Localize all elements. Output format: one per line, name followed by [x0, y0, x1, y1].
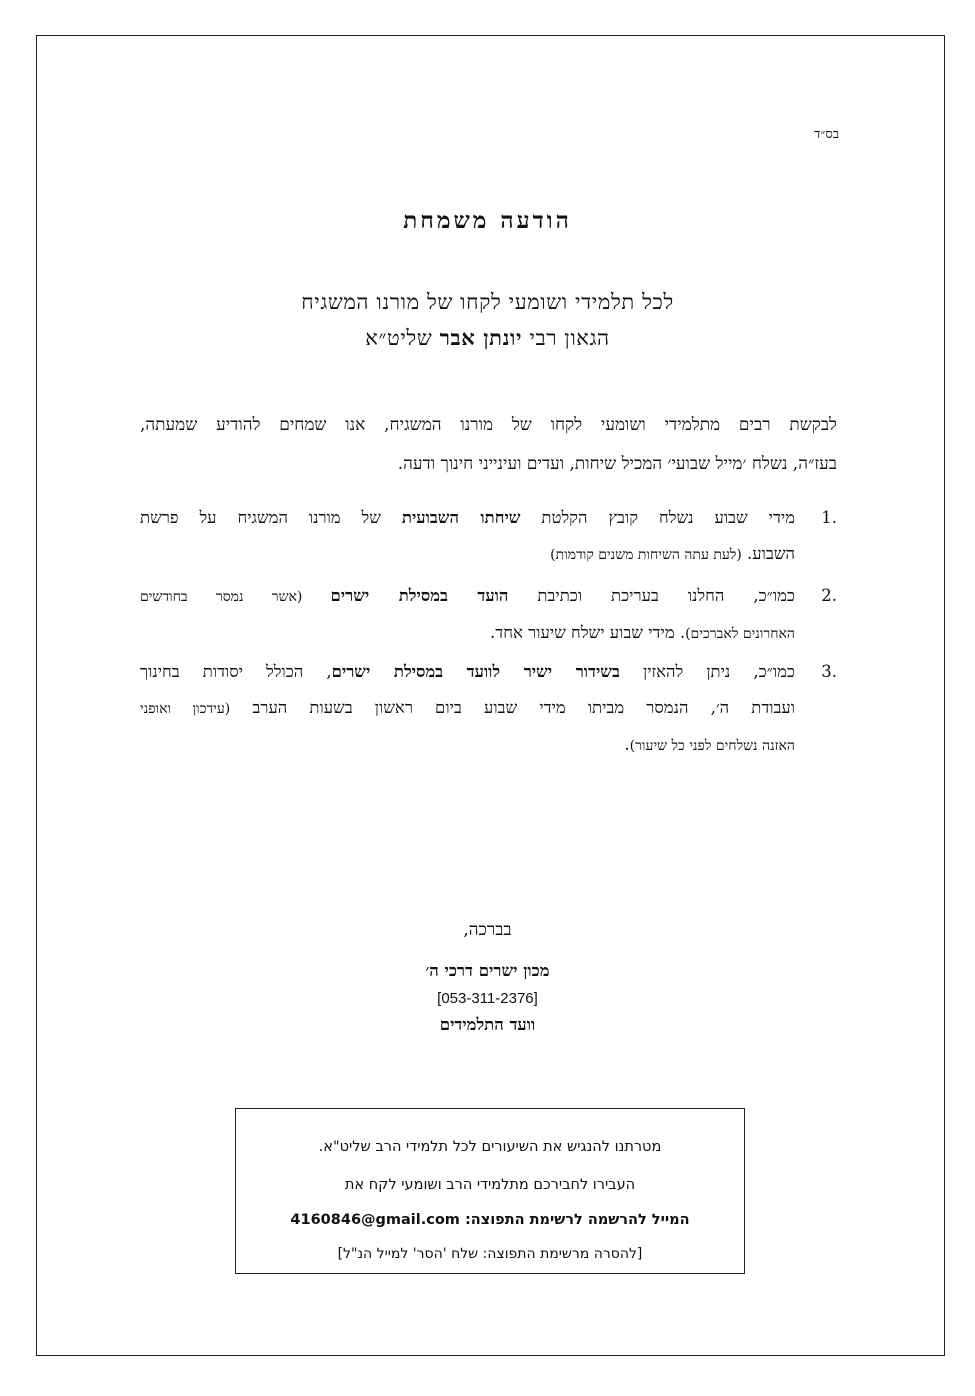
page-title: הודעה משמחת — [403, 207, 572, 234]
item-3 — [140, 656, 795, 762]
item-2 — [140, 580, 795, 650]
intro-line-2: בעז״ה, נשלח ׳מייל שבועי׳ המכיל שיחות, ועדים ועינייני חינוך ודעה. — [397, 454, 837, 474]
committee-name: וועד התלמידים — [439, 1015, 536, 1034]
item-2-note-b: האחרונים לאברכים) — [685, 626, 795, 642]
item-3-text-c: ועבודת ה׳, הנמסר מביתו מידי שבוע ביום ראשון בשעות הערב — [230, 698, 795, 717]
notice-box — [235, 1108, 745, 1274]
item-2-bold: הועד במסילת ישרים — [330, 586, 509, 605]
item-2-note-a: (אשר נמסר בחודשים — [140, 589, 331, 605]
item-3-text-d: . — [624, 735, 630, 754]
item-3-number: 3. — [821, 662, 837, 681]
item-1-text-b: של מורנו המשגיח על פרשת — [140, 508, 402, 527]
item-3-line-2 — [140, 692, 795, 725]
item-1-line-1 — [140, 502, 795, 534]
item-3-note-a: (עידכון ואופני — [140, 701, 231, 717]
item-2-text-a: כמו״כ, החלנו בעריכת וכתיבת — [508, 586, 795, 605]
item-3-text-b: , הכולל יסודות בחינוך — [140, 662, 332, 681]
item-1-text-a: מידי שבוע נשלח קובץ הקלטת — [520, 508, 795, 527]
notice-line-3 — [236, 1212, 744, 1228]
subtitle-line-1: לכל תלמידי ושומעי לקחו של מורנו המשגיח — [301, 290, 674, 314]
notice-line-1: מטרתנו להנגיש את השיעורים לכל תלמידי הרב שליט"א. — [318, 1139, 662, 1155]
item-3-note-b: האזנה נשלחים לפני כל שיעור) — [629, 738, 795, 754]
item-1-text-c: השבוע. — [741, 544, 795, 563]
item-1-line-2 — [140, 538, 795, 571]
item-1-note: (לעת עתה השיחות משנים קודמות) — [550, 547, 742, 563]
item-3-line-1 — [140, 656, 795, 688]
subtitle-line-2 — [0, 325, 975, 351]
item-2-text-b: . מידי שבוע ישלח שיעור אחד. — [490, 623, 686, 642]
item-1 — [140, 502, 795, 571]
signup-email-link[interactable]: 4160846@gmail.com — [290, 1212, 460, 1228]
item-2-line-1 — [140, 580, 795, 613]
intro-line-1: לבקשת רבים מתלמידי ושומעי לקחו של מורנו המשגיח, אנו שמחים להודיע שמעתה, — [140, 415, 837, 435]
item-2-line-2 — [140, 617, 795, 650]
item-2-number: 2. — [821, 586, 837, 605]
greeting: בברכה, — [463, 920, 512, 940]
item-1-bold: שיחתו השבועית — [401, 508, 521, 527]
subtitle-post: שליט״א — [365, 326, 440, 350]
item-1-number: 1. — [821, 508, 837, 527]
bsd-header: בס״ד — [814, 127, 839, 142]
notice-line-4: [להסרה מרשימת התפוצה: שלח 'הסר' למייל הנ"ל] — [337, 1246, 643, 1262]
item-3-line-3 — [140, 729, 795, 762]
item-3-bold: בשידור ישיר לוועד במסילת ישרים — [331, 662, 620, 681]
signup-label: המייל להרשמה לרשימת התפוצה: — [459, 1212, 690, 1228]
notice-line-2: העבירו לחבירכם מתלמידי הרב ושומעי לקח את — [344, 1177, 636, 1193]
org-name: מכון ישרים דרכי ה׳ — [425, 961, 550, 980]
rabbi-name: יונתן אבר — [439, 325, 523, 350]
subtitle-pre: הגאון רבי — [522, 326, 610, 350]
phone-number: [053-311-2376] — [437, 990, 538, 1007]
item-3-text-a: כמו״כ, ניתן להאזין — [619, 662, 795, 681]
